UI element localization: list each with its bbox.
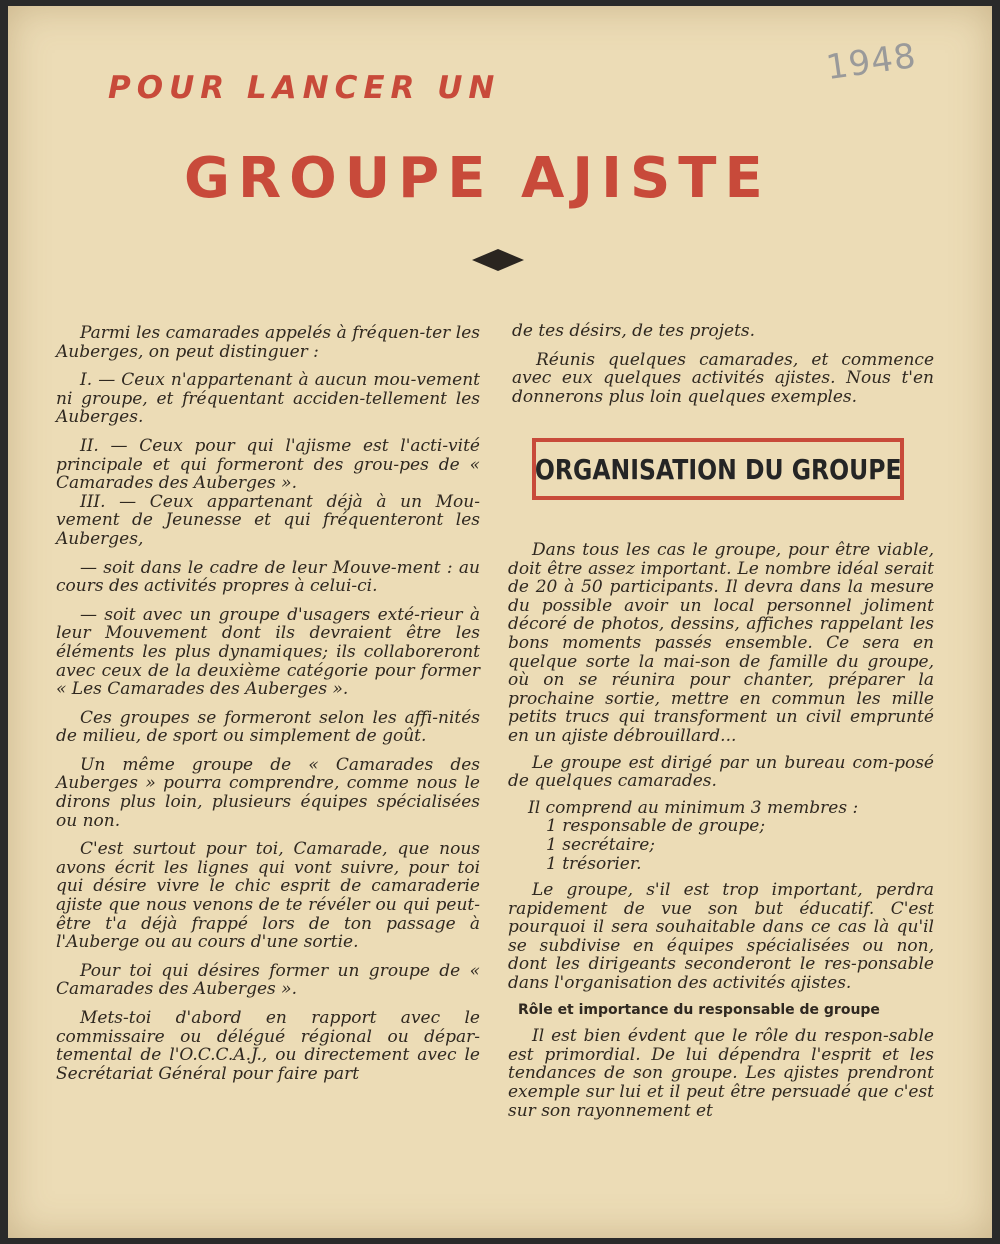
diamond-ornament-icon [472,249,524,271]
paragraph-form-group: Pour toi qui désires former un groupe de « Camarades des Auberges ». [56,960,480,1000]
right-column-top [512,322,934,406]
list-item: 1 responsable de groupe; [546,816,766,837]
paragraph-category-2: II. — Ceux pour qui l'ajisme est l'acti-vité principale et qui formeront des grou-pes de « Camarades des Auberges ». [56,435,480,494]
paragraph-same-group: Un même groupe de « Camarades des Auberges » pourra comprendre, comme nous le dirons plus loin, plusieurs équipes spécialisées ou non. [56,754,480,831]
paragraph-affinities: Ces groupes se formeront selon les affi-nités de milieu, de sport ou simplement de goût. [56,707,480,747]
right-column-body [508,541,934,1120]
paragraph-role: Il est bien évdent que le rôle du respon-sable est primordial. De lui dépendra l'esprit et les tendances de son groupe. Les ajistes prendront exemple sur lui et il peut être persuadé que c'est sur son rayonnement et [508,1026,934,1121]
paragraph-category-3: III. — Ceux appartenant déjà à un Mou-vement de Jeunesse et qui fréquenteront les Auberges, [56,491,480,549]
paragraph-contact: Mets-toi d'abord en rapport avec le commissaire ou délégué régional ou dépar-temental de l'O.C.C.A.J., ou directement avec le Secrétariat Général pour faire part [56,1008,480,1084]
paragraph-continuation: de tes désirs, de tes projets. [512,321,756,341]
paragraph-option-a: — soit dans le cadre de leur Mouve-ment : au cours des activités propres à celui-ci. [56,557,480,597]
paragraph-category-1: I. — Ceux n'appartenant à aucun mou-vement ni groupe, et fréquentant acciden-tellement les Auberges. [56,370,480,428]
list-item: 1 trésorier. [546,853,642,874]
paragraph-for-you: C'est surtout pour toi, Camarade, que nous avons écrit les lignes qui vont suivre, pour toi qui désire vivre le chic esprit de camaraderie ajiste que nous venons de te révéler ou qui peut-être t'a déjà frappé lors de ton passage à l'Auberge ou au cours d'une sortie. [56,839,480,953]
paragraph-subdivide: Le groupe, s'il est trop important, perdra rapidement de vue son but éducatif. C'est pourquoi il sera souhaitable dans ce cas là qu'il se subdivise en équipes spécialisées ou non, dont les dirigeants seconderont le res-ponsable dans l'organisation des activités ajistes. [508,880,934,994]
paragraph-bureau: Le groupe est dirigé par un bureau com-posé de quelques camarades. [508,752,934,792]
paragraph-group-size: Dans tous les cas le groupe, pour être viable, doit être assez important. Le nombre idéal serait de 20 à 50 participants. Il devra dans la mesure du possible avoir un local personnel joliment décoré de photos, dessins, affiches rappelant les bons moments passés ensemble. Ce sera en quelque sorte la mai-son de famille du groupe, où on se réunira pour chanter, préparer la prochaine sortie, mettre en commun les mille petits trucs qui transforment un civil emprunté en un ajiste débrouillard... [508,540,934,746]
heading-line-1: POUR LANCER UN [108,70,501,106]
section-title-box [532,438,904,500]
section-title: ORGANISATION DU GROUPE [534,452,902,486]
left-column [56,324,480,1083]
heading-title: GROUPE AJISTE [184,146,771,211]
paragraph-option-b: — soit avec un groupe d'usagers exté-rieur à leur Mouvement dont ils devraient être les éléments les plus dynamiques; ils collaboreront avec ceux de la deuxième catégorie pour former « Les Camarades des Auberges ». [56,604,480,700]
paragraph-gather: Réunis quelques camarades, et commence avec eux quelques activités ajistes. Nous t'en donnerons plus loin quelques exemples. [512,349,934,407]
list-item: 1 secrétaire; [546,834,656,855]
paragraph-members-intro: Il comprend au minimum 3 membres : [528,797,859,818]
subheading-role: Rôle et importance du responsable de groupe [518,1001,880,1018]
paragraph-intro: Parmi les camarades appelés à fréquen-ter les Auberges, on peut distinguer : [56,323,480,362]
handwritten-year: 1948 [823,35,919,89]
